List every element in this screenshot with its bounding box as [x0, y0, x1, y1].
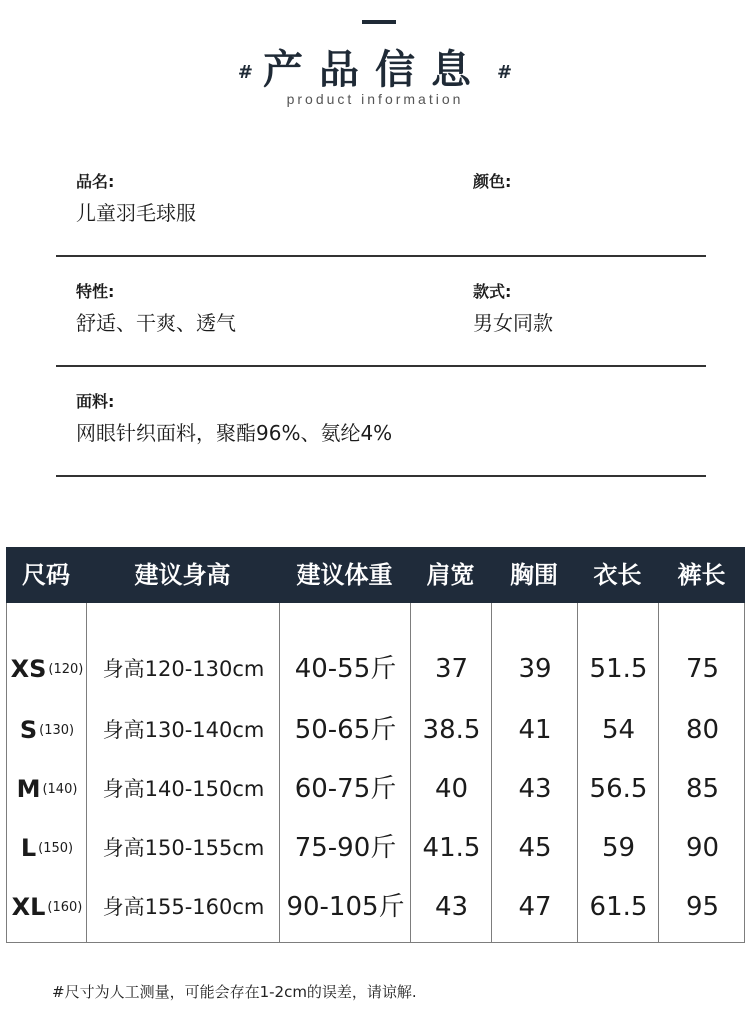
- size-code: XS: [10, 655, 47, 683]
- header-chest: 胸围: [510, 561, 558, 589]
- size-code-sub: (160): [47, 899, 83, 915]
- page-subtitle: product information: [286, 91, 464, 107]
- chest-cell: 43: [518, 774, 552, 804]
- size-row-l: [7, 819, 746, 877]
- header-shoulder: 肩宽: [426, 561, 475, 589]
- size-code-sub: (150): [38, 840, 74, 856]
- header-weight: 建议体重: [296, 561, 393, 589]
- name-value: 儿童羽毛球服: [76, 201, 196, 225]
- size-cell: [7, 760, 87, 818]
- height-cell: 身高120-130cm: [102, 657, 265, 681]
- length-cell: 54: [601, 715, 636, 745]
- length-cell: 56.5: [589, 774, 648, 804]
- feature-label: 特性:: [76, 282, 115, 301]
- size-row-s: [7, 701, 746, 759]
- size-cell: [7, 819, 87, 877]
- size-code-sub: (140): [42, 781, 78, 797]
- pants-cell: 80: [685, 715, 720, 745]
- shoulder-cell: 41.5: [422, 833, 481, 863]
- size-code-sub: (130): [39, 722, 75, 738]
- weight-cell: 60-75斤: [294, 774, 397, 804]
- length-cell: 59: [601, 833, 636, 863]
- weight-cell: 90-105斤: [286, 892, 405, 922]
- shoulder-cell: 43: [434, 892, 469, 922]
- style-label: 款式:: [473, 282, 512, 301]
- size-code: L: [20, 834, 37, 862]
- page-title: [0, 38, 750, 95]
- hash-left: #: [237, 61, 253, 83]
- info-row-fabric: [56, 365, 706, 477]
- header-size: 尺码: [22, 561, 70, 589]
- chest-cell: 45: [518, 833, 552, 863]
- size-code: XL: [11, 893, 46, 921]
- header-length: 衣长: [593, 561, 642, 589]
- size-cell: [7, 701, 87, 759]
- size-table-body: [6, 603, 745, 943]
- size-cell: [7, 878, 87, 936]
- size-row-m: [7, 760, 746, 818]
- size-code: M: [16, 775, 41, 803]
- header-pants: 裤长: [677, 561, 726, 589]
- chest-cell: 41: [518, 715, 552, 745]
- shoulder-cell: 40: [434, 774, 469, 804]
- size-table: [6, 547, 745, 943]
- pants-cell: 90: [685, 833, 720, 863]
- height-cell: 身高150-155cm: [102, 836, 265, 860]
- fabric-value: 网眼针织面料，聚酯96%、氨纶4%: [76, 421, 393, 445]
- size-code: S: [19, 716, 38, 744]
- size-cell: [7, 640, 87, 698]
- shoulder-cell: 37: [434, 654, 469, 684]
- size-row-xs: [7, 640, 746, 698]
- chest-cell: 39: [518, 654, 552, 684]
- length-cell: 51.5: [589, 654, 648, 684]
- size-row-xl: [7, 878, 746, 936]
- weight-cell: 75-90斤: [294, 833, 397, 863]
- pants-cell: 85: [685, 774, 720, 804]
- header-height: 建议身高: [134, 561, 231, 589]
- pants-cell: 75: [685, 654, 720, 684]
- fabric-label: 面料:: [76, 392, 115, 411]
- title-text: 产品信息: [263, 47, 487, 93]
- height-cell: 身高130-140cm: [102, 718, 265, 742]
- hash-right: #: [497, 61, 513, 83]
- shoulder-cell: 38.5: [422, 715, 481, 745]
- info-row-name-color: [56, 145, 706, 257]
- color-label: 颜色:: [473, 172, 512, 191]
- title-decoration-bar: [362, 20, 396, 24]
- height-cell: 身高140-150cm: [102, 777, 265, 801]
- name-label: 品名:: [76, 172, 115, 191]
- height-cell: 身高155-160cm: [102, 895, 265, 919]
- measurement-footnote: #尺寸为人工测量，可能会存在1-2cm的误差，请谅解.: [52, 983, 417, 1001]
- size-table-header: [6, 547, 745, 603]
- length-cell: 61.5: [589, 892, 648, 922]
- feature-value: 舒适、干爽、透气: [76, 311, 236, 335]
- weight-cell: 40-55斤: [294, 654, 397, 684]
- weight-cell: 50-65斤: [294, 715, 397, 745]
- size-code-sub: (120): [48, 661, 84, 677]
- chest-cell: 47: [518, 892, 552, 922]
- pants-cell: 95: [685, 892, 720, 922]
- style-value: 男女同款: [473, 311, 553, 335]
- info-row-feature-style: [56, 255, 706, 367]
